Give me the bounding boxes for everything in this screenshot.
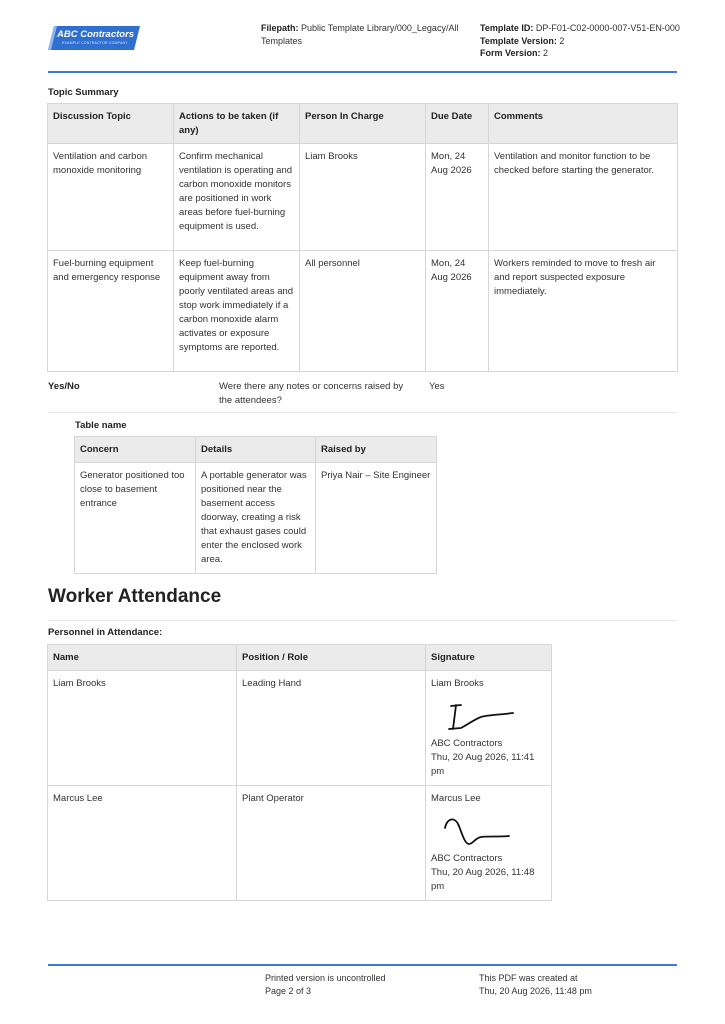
yes-no-divider <box>48 412 677 413</box>
col-name: Name <box>48 645 237 671</box>
yes-no-question: Were there any notes or concerns raised by the attendees? <box>219 381 404 406</box>
signature-name: Liam Brooks <box>431 678 484 689</box>
role-cell: Plant Operator <box>237 786 426 901</box>
name-cell: Marcus Lee <box>48 786 237 901</box>
signature-company: ABC Contractors <box>431 853 503 864</box>
table-row <box>48 786 552 901</box>
col-signature: Signature <box>426 645 552 671</box>
comments-cell: Workers reminded to move to fresh air and report suspected exposure immediately. <box>489 251 678 372</box>
topic-cell: Fuel-burning equipment and emergency response <box>48 251 174 372</box>
col-comments: Comments <box>489 104 678 144</box>
signature-date: Thu, 20 Aug 2026, 11:41 pm <box>431 752 535 777</box>
actions-cell: Keep fuel-burning equipment away from poorly ventilated areas and stop work immediately if a carbon monoxide alarm activates or exposure symptoms are reported. <box>174 251 300 372</box>
person-cell: All personnel <box>300 251 426 372</box>
person-cell: Liam Brooks <box>300 144 426 251</box>
table-row <box>48 671 552 786</box>
attendance-divider <box>48 620 677 621</box>
col-position-role: Position / Role <box>237 645 426 671</box>
form-version: Form Version: 2 <box>480 48 549 58</box>
filepath-value: Public Template Library/000_Legacy/All Templates <box>261 23 459 46</box>
attendance-table <box>47 644 552 901</box>
personnel-subtitle: Personnel in Attendance: <box>48 627 163 638</box>
signature-date: Thu, 20 Aug 2026, 11:48 pm <box>431 867 535 892</box>
created-label: This PDF was created at <box>479 973 578 983</box>
signature-image <box>431 808 521 850</box>
topic-summary-table <box>47 103 678 372</box>
filepath: Filepath: Public Template Library/000_Legacy/All Templates <box>261 23 459 46</box>
col-actions: Actions to be taken (if any) <box>174 104 300 144</box>
worker-attendance-heading: Worker Attendance <box>48 586 222 607</box>
signature-company: ABC Contractors <box>431 738 503 749</box>
col-details: Details <box>196 437 316 463</box>
col-due-date: Due Date <box>426 104 489 144</box>
col-concern: Concern <box>75 437 196 463</box>
logo-subtext: EXAMPLE CONTRACTOR COMPANY <box>62 41 128 45</box>
signature-image <box>431 693 521 735</box>
details-cell: A portable generator was positioned near the basement access doorway, creating a risk that exhaust gases could enter the enclosed work area. <box>196 463 316 574</box>
signature-cell <box>426 786 552 901</box>
table-row <box>48 251 678 372</box>
col-person-in-charge: Person In Charge <box>300 104 426 144</box>
template-meta <box>480 22 680 60</box>
template-version: Template Version: 2 <box>480 35 565 46</box>
due-date-cell: Mon, 24 Aug 2026 <box>426 144 489 251</box>
actions-cell: Confirm mechanical ventilation is operating and carbon monoxide monitors are positioned in work areas before fuel-burning equipment is used. <box>174 144 300 251</box>
template-id: Template ID: DP-F01-C02-0000-007-V51-EN-000 <box>480 23 680 33</box>
concern-cell: Generator positioned too close to basement entrance <box>75 463 196 574</box>
topic-summary-title: Topic Summary <box>48 87 119 98</box>
company-logo <box>48 26 140 50</box>
footer-right <box>479 972 669 998</box>
topic-cell: Ventilation and carbon monoxide monitoring <box>48 144 174 251</box>
comments-cell: Ventilation and monitor function to be checked before starting the generator. <box>489 144 678 251</box>
concerns-table-title: Table name <box>75 420 127 431</box>
role-cell: Leading Hand <box>237 671 426 786</box>
signature-name: Marcus Lee <box>431 793 481 804</box>
created-date: Thu, 20 Aug 2026, 11:48 pm <box>479 986 592 996</box>
table-row <box>75 463 437 574</box>
yes-no-label: Yes/No <box>48 381 80 392</box>
signature-cell <box>426 671 552 786</box>
due-date-cell: Mon, 24 Aug 2026 <box>426 251 489 372</box>
header-divider <box>48 71 677 73</box>
table-row <box>48 144 678 251</box>
col-raised-by: Raised by <box>316 437 437 463</box>
concerns-table <box>74 436 437 574</box>
name-cell: Liam Brooks <box>48 671 237 786</box>
footer-divider <box>48 964 677 966</box>
yes-no-answer: Yes <box>429 381 445 392</box>
printed-note: Printed version is uncontrolled <box>265 973 386 983</box>
col-discussion-topic: Discussion Topic <box>48 104 174 144</box>
logo-text: ABC Contractors <box>57 29 135 40</box>
raised-by-cell: Priya Nair – Site Engineer <box>316 463 437 574</box>
page-number: Page 2 of 3 <box>265 986 312 996</box>
footer-left <box>265 972 445 998</box>
